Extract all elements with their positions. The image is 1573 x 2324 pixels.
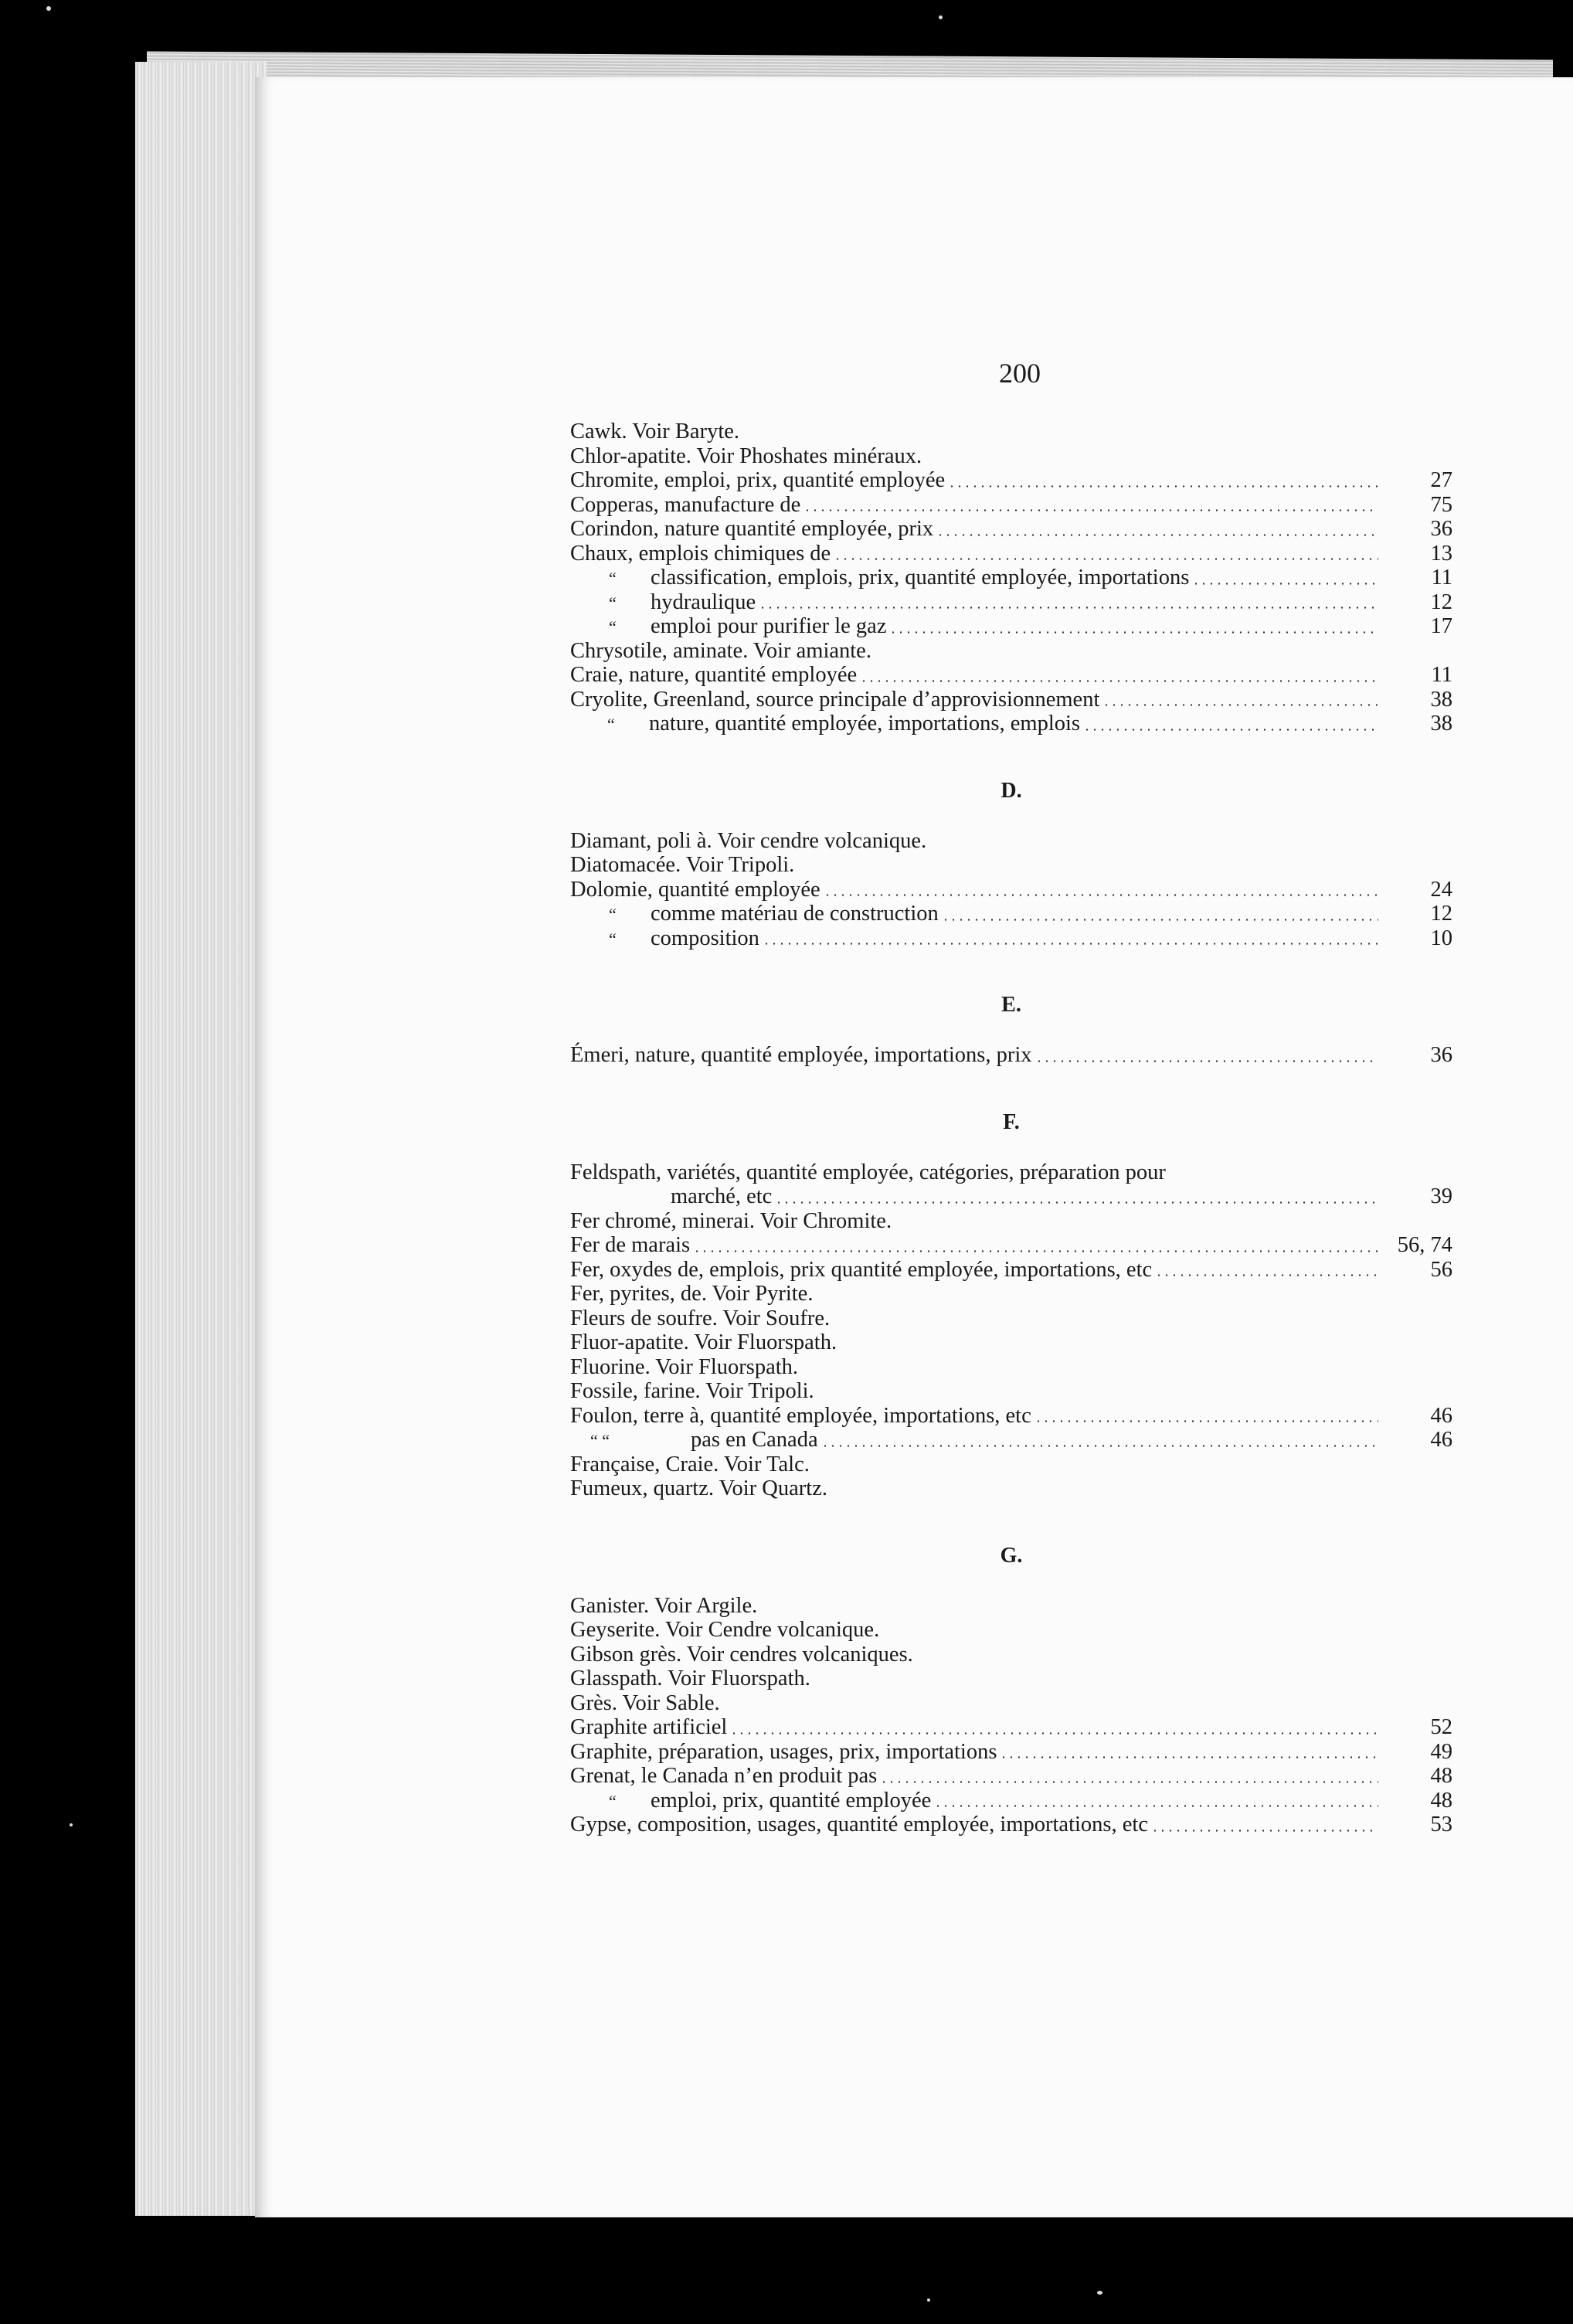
entry-text: Gibson grès. Voir cendres volcaniques. (570, 1642, 913, 1667)
page-reference: 10 (1430, 926, 1452, 950)
entry-text: nature, quantité employée, importations, emplois (649, 712, 1080, 736)
dot-leader (763, 943, 1378, 945)
dot-leader (1102, 704, 1378, 706)
entry-text: Grès. Voir Sable. (570, 1690, 720, 1715)
ditto-mark: “ (609, 1791, 617, 1811)
entry-text: Fer de marais (570, 1233, 691, 1257)
dot-leader (1035, 1060, 1378, 1062)
entry-text: Geyserite. Voir Cendre volcanique. (570, 1618, 880, 1642)
index-entry (570, 1476, 1452, 1501)
entry-continuation (570, 1184, 1452, 1209)
continuation-text: marché, etc (671, 1184, 773, 1208)
page-reference: 36 (1430, 517, 1452, 541)
dot-leader (759, 606, 1378, 609)
index-entry (570, 614, 1452, 639)
index-entry (570, 1209, 1452, 1234)
index-entry (570, 420, 1452, 444)
entry-text: Diamant, poli à. Voir cendre volcanique. (570, 828, 927, 853)
entry-text: classification, emplois, prix, quantité employée, importations (651, 566, 1190, 589)
dot-leader (948, 485, 1378, 488)
dot-leader (942, 919, 1378, 921)
dust-speck (70, 1823, 73, 1826)
page-reference: 13 (1430, 541, 1452, 566)
section-heading: E. (1001, 993, 1021, 1017)
book-page-edges (135, 62, 267, 2216)
entry-text: Craie, nature, quantité employée (570, 663, 858, 687)
section-gap (570, 1068, 1452, 1096)
index-entry (570, 1355, 1452, 1380)
entry-text: Glasspath. Voir Fluorspath. (570, 1667, 810, 1690)
page-reference: 53 (1430, 1813, 1452, 1836)
entry-text: Fumeux, quartz. Voir Quartz. (570, 1476, 827, 1500)
index-entry (570, 1594, 1452, 1619)
dust-speck (46, 6, 51, 11)
dust-speck (939, 15, 943, 19)
entry-text: composition (651, 926, 759, 950)
entry-text: Chrysotile, aminate. Voir amiante. (570, 638, 871, 663)
index-entry (570, 926, 1452, 951)
dot-leader (936, 534, 1378, 536)
section-heading: G. (1000, 1543, 1023, 1568)
index-entry (570, 1043, 1452, 1068)
dot-leader (821, 1445, 1378, 1447)
ditto-mark: “ (609, 593, 617, 613)
page-reference: 12 (1430, 902, 1452, 926)
heading-spacer (570, 818, 1452, 829)
index-entry (570, 590, 1452, 615)
page-reference: 38 (1430, 687, 1452, 712)
entry-text: Graphite, préparation, usages, prix, importations (570, 1739, 997, 1764)
index-entry (570, 1160, 1452, 1209)
index-entry (570, 688, 1452, 712)
page-reference: 46 (1430, 1428, 1452, 1452)
index-entry (570, 829, 1452, 854)
entry-text: Française, Craie. Voir Talc. (570, 1452, 810, 1476)
dot-leader (775, 1201, 1378, 1204)
page-reference: 75 (1430, 492, 1452, 517)
entry-text: Cawk. Voir Baryte. (570, 420, 740, 443)
index-entry (570, 639, 1452, 664)
entry-text: Chromite, emploi, prix, quantité employée (570, 468, 946, 492)
page-reference: 11 (1431, 566, 1452, 589)
entry-text: Copperas, manufacture de (570, 492, 801, 517)
section-gap (570, 950, 1452, 978)
page-reference: 36 (1430, 1043, 1452, 1067)
index-entry (570, 902, 1452, 926)
index-entry (570, 1789, 1452, 1813)
ditto-mark: “ (609, 929, 617, 949)
index-entry (570, 1715, 1452, 1740)
index-entry (570, 1282, 1452, 1306)
dot-leader (803, 509, 1378, 511)
page-reference: 12 (1430, 589, 1452, 614)
dust-speck (927, 2299, 930, 2302)
dot-leader (1192, 583, 1378, 585)
page-reference: 39 (1430, 1184, 1452, 1208)
entry-text: Fer chromé, minerai. Voir Chromite. (570, 1208, 892, 1233)
page-reference: 24 (1430, 877, 1452, 902)
entry-text: hydraulique (651, 589, 756, 614)
dot-leader (1083, 729, 1378, 731)
entry-text: Diatomacée. Voir Tripoli. (570, 853, 795, 877)
page-reference: 56, 74 (1397, 1233, 1452, 1257)
dot-leader (880, 1781, 1378, 1783)
page-reference: 48 (1430, 1788, 1452, 1813)
page-reference: 38 (1430, 712, 1452, 736)
index-entry (570, 853, 1452, 878)
entry-text: Fleurs de soufre. Voir Soufre. (570, 1306, 831, 1330)
index-entry (570, 1691, 1452, 1716)
entry-text: emploi pour purifier le gaz (651, 614, 887, 638)
entry-text: Cryolite, Greenland, source principale d’approvisionnement (570, 687, 1100, 712)
entry-text: Feldspath, variétés, quantité employée, catégories, préparation pour (570, 1160, 1166, 1184)
index-entry (570, 542, 1452, 566)
index-entry (570, 493, 1452, 518)
page-reference: 46 (1430, 1403, 1452, 1428)
heading-spacer (570, 1150, 1452, 1160)
entry-text: Fossile, farine. Voir Tripoli. (570, 1379, 814, 1403)
entry-text: Fer, oxydes de, emplois, prix quantité employée, importations, etc (570, 1257, 1153, 1282)
index-entry (570, 517, 1452, 542)
entry-text: Grenat, le Canada n’en produit pas (570, 1764, 878, 1788)
index-entry (570, 1330, 1452, 1355)
page-reference: 52 (1430, 1715, 1452, 1739)
entry-text: Corindon, nature quantité employée, prix (570, 517, 934, 541)
entry-text: comme matériau de construction (651, 902, 939, 926)
ditto-mark: “ (607, 715, 615, 734)
entry-text: Graphite artificiel (570, 1715, 728, 1739)
index-entry (570, 1452, 1452, 1477)
dot-leader (889, 631, 1378, 634)
dot-leader (1035, 1420, 1378, 1422)
dot-leader (693, 1250, 1378, 1252)
page-reference: 56 (1430, 1257, 1452, 1282)
index-entry (570, 712, 1452, 736)
section-gap (570, 1501, 1452, 1529)
index-entry (570, 444, 1452, 469)
entry-text: Chaux, emplois chimiques de (570, 541, 831, 566)
index-entry (570, 878, 1452, 902)
dot-leader (860, 680, 1378, 682)
entry-text: Foulon, terre à, quantité employée, importations, etc (570, 1403, 1031, 1428)
entry-text: emploi, prix, quantité employée (651, 1788, 932, 1813)
ditto-mark: “ (609, 569, 617, 588)
index-entry (570, 1813, 1452, 1837)
ditto-mark: “ “ (590, 1431, 610, 1450)
index-entry (570, 1379, 1452, 1404)
section-heading: F. (1003, 1109, 1020, 1134)
entry-text: Chlor-apatite. Voir Phoshates minéraux. (570, 443, 922, 468)
index-entry (570, 1667, 1452, 1691)
index-entry (570, 468, 1452, 493)
dot-leader (730, 1732, 1378, 1735)
dot-leader (824, 894, 1378, 896)
section-heading: D. (1001, 778, 1022, 803)
index-entry (570, 1740, 1452, 1765)
dot-leader (1000, 1756, 1378, 1758)
entry-text: Ganister. Voir Argile. (570, 1593, 758, 1618)
ditto-mark: “ (609, 905, 617, 924)
page-number: 200 (999, 358, 1041, 389)
index-entry (570, 1428, 1452, 1452)
index-entry (570, 1764, 1452, 1789)
section-gap (570, 736, 1452, 764)
index-entry (570, 663, 1452, 688)
index-entry (570, 1404, 1452, 1429)
dust-speck (1097, 2291, 1102, 2295)
ditto-mark: “ (609, 617, 617, 637)
entry-text: Émeri, nature, quantité employée, importations, prix (570, 1043, 1032, 1067)
index-entry (570, 1258, 1452, 1283)
heading-spacer (570, 1583, 1452, 1594)
page-reference: 27 (1430, 468, 1452, 492)
entry-text: pas en Canada (691, 1428, 818, 1452)
dot-leader (934, 1805, 1378, 1807)
index-entry (570, 1618, 1452, 1643)
dot-leader (1155, 1274, 1378, 1276)
page-reference: 48 (1430, 1764, 1452, 1788)
index-entry (570, 1643, 1452, 1667)
heading-spacer (570, 1032, 1452, 1043)
index-entry (570, 1306, 1452, 1331)
page-reference: 11 (1431, 663, 1452, 687)
entry-text: Dolomie, quantité employée (570, 877, 820, 902)
entry-text: Fluor-apatite. Voir Fluorspath. (570, 1330, 837, 1354)
entry-text: Fluorine. Voir Fluorspath. (570, 1354, 799, 1379)
page-reference: 17 (1430, 614, 1452, 638)
index-list (570, 420, 1452, 1837)
index-entry (570, 1233, 1452, 1258)
dot-leader (1151, 1830, 1378, 1832)
entry-text: Fer, pyrites, de. Voir Pyrite. (570, 1282, 814, 1306)
index-entry (570, 566, 1452, 590)
dot-leader (834, 558, 1378, 560)
entry-text: Gypse, composition, usages, quantité employée, importations, etc (570, 1813, 1148, 1836)
page-reference: 49 (1430, 1739, 1452, 1764)
